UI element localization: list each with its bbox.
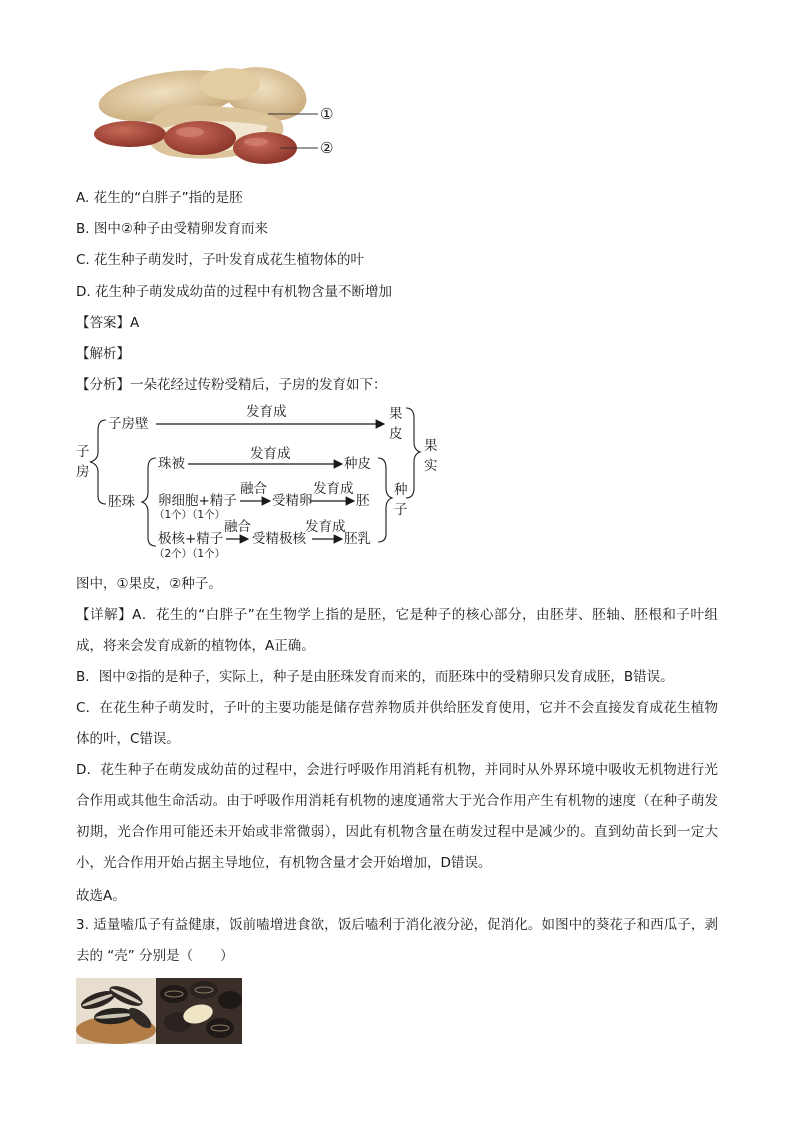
label-zhong: 种 [394, 482, 408, 498]
peanut-illustration [90, 62, 350, 172]
option-a: A. 花生的“白胖子”指的是胚 [76, 190, 243, 206]
label-polar-counts: （2个）（1个） [154, 548, 226, 560]
option-d: D. 花生种子萌发成幼苗的过程中有机物含量不断增加 [76, 284, 392, 300]
label-zygote: 受精卵 [272, 493, 313, 509]
label-fang: 房 [76, 464, 90, 480]
label-guo2: 果 [424, 438, 438, 454]
brace-fruit [406, 408, 420, 498]
label-1: ① [320, 105, 334, 123]
label-fuse-2: 融合 [224, 519, 251, 535]
label-guo: 果 [389, 406, 403, 422]
detail-d: D．花生种子在萌发成幼苗的过程中，会进行呼吸作用消耗有机物，并同时从外界环境中吸收无机物进行光合作用或其他生命活动。由于呼吸作用消耗有机物的速度通常大于光合作用产生有机物的速度（在种子萌发初期，光合作用可能还未开始或非常微弱），因此有机物含量在萌发过程中是减少的。直到幼苗长到一定大小，光合作用开始占据主导地位，有机物含量才会开始增加，D错误。 [76, 762, 718, 871]
detail-c: C．在花生种子萌发时，子叶的主要功能是储存营养物质并供给胚发育使用，它并不会直接发育成花生植物体的叶，C错误。 [76, 700, 718, 747]
brace-ovule [142, 458, 156, 546]
peanut-seed-mid [164, 121, 236, 155]
label-2: ② [320, 139, 334, 157]
conclusion: 故选A。 [76, 888, 126, 904]
label-develop-2: 发育成 [250, 446, 291, 462]
detail-b: B．图中②指的是种子，实际上，种子是由胚珠发育而来的，而胚珠中的受精卵只发育成胚，B错误。 [76, 669, 674, 685]
peanut-seed-left [94, 121, 166, 147]
label-embryo: 胚 [356, 493, 370, 509]
seeds-figure [76, 978, 242, 1044]
figure-note: 图中，①果皮，②种子。 [76, 576, 222, 592]
label-polar-fertilized: 受精极核 [252, 531, 306, 547]
analysis-title: 【解析】 [76, 346, 130, 362]
label-ovary-wall: 子房壁 [108, 416, 149, 432]
question3-stem: 3. 适量嗑瓜子有益健康，饭前嗑增进食欲，饭后嗑利于消化液分泌，促消化。如图中的葵花子和西瓜子，剥去的 “壳” 分别是（ ） [76, 917, 718, 964]
label-shi: 实 [424, 458, 438, 474]
label-develop-4: 发育成 [305, 519, 346, 535]
ovary-development-diagram [76, 400, 456, 572]
label-ovule: 胚珠 [108, 494, 135, 510]
analysis-intro: 【分析】一朵花经过传粉受精后，子房的发育如下： [76, 377, 387, 393]
label-egg-sperm: 卵细胞+精子 [158, 493, 237, 509]
seeds-illustration [76, 978, 242, 1044]
label-develop-1: 发育成 [246, 404, 287, 420]
answer: 【答案】A [76, 315, 140, 331]
brace-ovary [90, 420, 106, 504]
label-polar-sperm: 极核+精子 [158, 531, 224, 547]
label-integument: 珠被 [158, 456, 185, 472]
option-b: B. 图中②种子由受精卵发育而来 [76, 221, 268, 237]
peanut-figure [90, 62, 350, 172]
brace-seed [378, 458, 392, 542]
label-seed-coat: 种皮 [344, 456, 371, 472]
label-fuse-1: 融合 [240, 481, 267, 497]
label-pi: 皮 [389, 426, 403, 442]
label-endosperm: 胚乳 [344, 531, 371, 547]
label-zi: 子 [76, 444, 90, 460]
detail-a: 【详解】A．花生的“白胖子”在生物学上指的是胚，它是种子的核心部分，由胚芽、胚轴、胚根和子叶组成，将来会发育成新的植物体，A正确。 [76, 607, 718, 654]
label-egg-counts: （1个）（1个） [154, 509, 226, 521]
label-develop-3: 发育成 [313, 481, 354, 497]
label-zi2: 子 [394, 502, 408, 518]
option-c: C. 花生种子萌发时，子叶发育成花生植物体的叶 [76, 252, 365, 268]
